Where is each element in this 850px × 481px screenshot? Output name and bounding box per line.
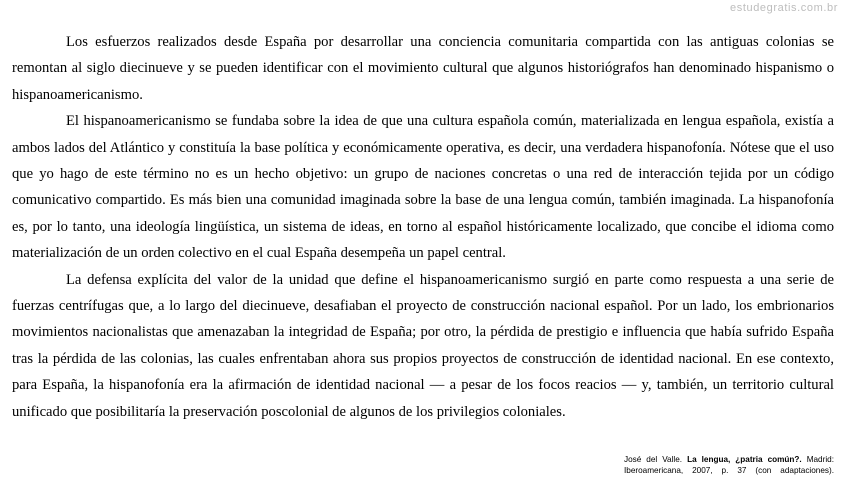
citation-line-2: Iberoamericana, 2007, p. 37 (con adaptaciones). bbox=[624, 465, 834, 475]
citation-author: José del Valle. bbox=[624, 455, 683, 464]
paragraph-1: Los esfuerzos realizados desde España por desarrollar una conciencia comunitaria compartida con las antiguas colonias se remontan al siglo diecinueve y se pueden identificar con el movimiento cultural que algunos historiógrafos han denominado hispanismo o hispanoamericanismo. bbox=[12, 34, 834, 103]
source-citation bbox=[624, 455, 834, 476]
citation-title: La lengua, ¿patria común?. bbox=[687, 455, 802, 464]
paragraph-2: El hispanoamericanismo se fundaba sobre la idea de que una cultura española común, materializada en lengua española, existía a ambos lados del Atlántico y constituía la base política y económicamente operativa, es decir, una verdadera hispanofonía. Nótese que el uso que yo hago de este término no es un hecho objetivo: un grupo de naciones concretas o una red de interacción tejida por un código comunicativo compartido. Es más bien una comunidad imaginada sobre la base de una lengua común, también imaginada. La hispanofonía es, por lo tanto, una ideología lingüística, un sistema de ideas, en torno al español históricamente localizado, que concibe el idioma como materialización de un orden colectivo en el cual España desempeña un papel central. bbox=[12, 113, 834, 262]
text-body bbox=[12, 29, 834, 425]
paragraph-3: La defensa explícita del valor de la unidad que define el hispanoamericanismo surgió en parte como respuesta a una serie de fuerzas centrífugas que, a lo largo del diecinueve, desafiaban el proyecto de construcción nacional español. Por un lado, los embrionarios movimientos nacionalistas que amenazaban la integridad de España; por otro, la pérdida de prestigio e influencia que había sufrido España tras la pérdida de las colonias, las cuales enfrentaban ahora sus propios proyectos de construcción de identidad nacional. En ese contexto, para España, la hispanofonía era la afirmación de identidad nacional — a pesar de los focos reacios — y, también, un territorio cultural unificado que posibilitaría la preservación poscolonial de algunos de los privilegios coloniales. bbox=[12, 271, 834, 420]
citation-place: Madrid: bbox=[806, 455, 834, 464]
site-watermark: estudegratis.com.br bbox=[730, 2, 838, 14]
citation-line-1 bbox=[624, 455, 834, 466]
